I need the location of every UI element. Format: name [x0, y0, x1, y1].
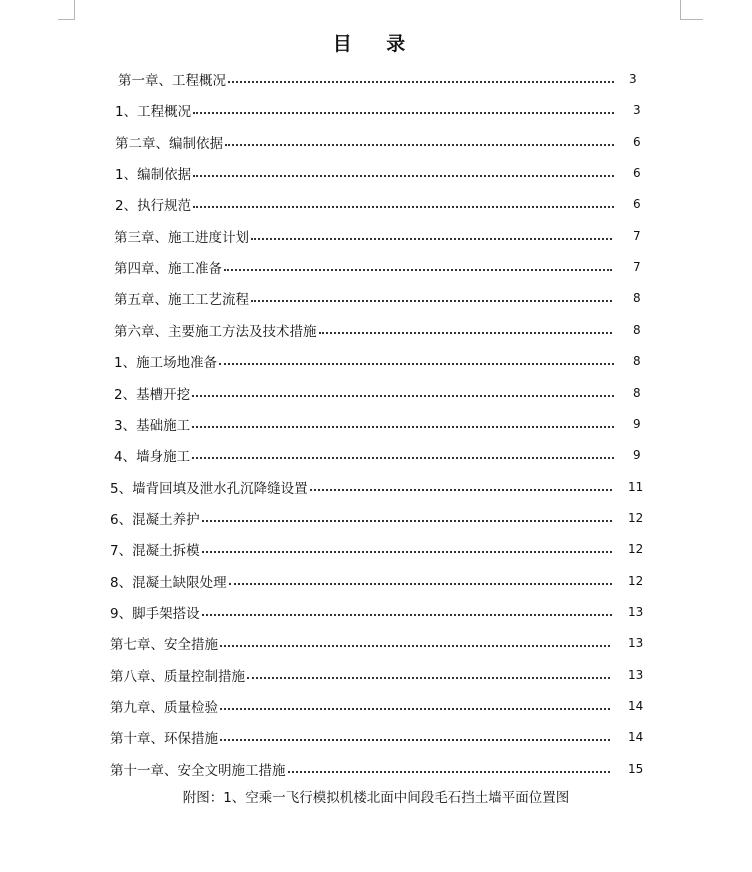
toc-entry[interactable]	[114, 320, 641, 340]
toc-leader-dots	[192, 457, 614, 459]
toc-entry[interactable]	[114, 383, 641, 403]
toc-entry-page: 3	[629, 72, 637, 86]
toc-entry-text: 3、基础施工	[114, 418, 191, 434]
toc-entry-text: 2、执行规范	[115, 198, 192, 214]
toc-entry-text: 第七章、安全措施	[110, 637, 218, 653]
toc-entry[interactable]	[110, 759, 644, 779]
toc-entry[interactable]	[114, 445, 641, 465]
toc-leader-dots	[319, 332, 613, 334]
toc-entry-text: 1、施工场地准备	[114, 355, 218, 371]
toc-entry[interactable]	[110, 696, 644, 716]
toc-entry-page: 13	[628, 668, 644, 682]
toc-entry[interactable]	[110, 602, 644, 622]
toc-entry-page: 12	[628, 511, 644, 525]
toc-entry-page: 8	[633, 354, 641, 368]
toc-leader-dots	[220, 739, 610, 741]
toc-leader-dots	[202, 614, 612, 616]
toc-entry[interactable]	[115, 132, 641, 152]
toc-entry-text: 6、混凝土养护	[110, 512, 200, 528]
toc-entry-page: 12	[628, 574, 644, 588]
toc-entry-page: 8	[633, 386, 641, 400]
toc-entry[interactable]	[114, 288, 641, 308]
toc-entry-text: 第三章、施工进度计划	[114, 230, 249, 246]
toc-entry[interactable]	[114, 351, 641, 371]
toc-leader-dots	[192, 395, 614, 397]
toc-leader-dots	[202, 551, 612, 553]
toc-leader-dots	[202, 520, 612, 522]
toc-entry-text: 8、混凝土缺限处理	[110, 575, 227, 591]
toc-leader-dots	[251, 238, 612, 240]
toc-entry-text: 第九章、质量检验	[110, 700, 218, 716]
toc-entry[interactable]	[114, 414, 641, 434]
toc-leader-dots	[193, 112, 614, 114]
toc-entry[interactable]	[110, 571, 644, 591]
toc-entry[interactable]	[110, 727, 644, 747]
page-corner-mark-right	[680, 0, 703, 20]
toc-leader-dots	[310, 489, 612, 491]
page-corner-mark-left	[58, 0, 75, 20]
toc-entry[interactable]	[115, 194, 641, 214]
toc-entry-page: 11	[628, 480, 644, 494]
toc-leader-dots	[247, 677, 610, 679]
toc-entry[interactable]	[110, 539, 644, 559]
toc-entry-text: 7、混凝土拆模	[110, 543, 200, 559]
toc-leader-dots	[288, 771, 611, 773]
toc-entry[interactable]	[110, 477, 644, 497]
toc-leader-dots	[228, 81, 614, 83]
toc-entry-page: 13	[628, 605, 644, 619]
toc-entry-text: 第五章、施工工艺流程	[114, 292, 249, 308]
toc-entry-text: 1、编制依据	[115, 167, 192, 183]
toc-entry-page: 7	[633, 229, 641, 243]
toc-entry-text: 2、基槽开挖	[114, 387, 191, 403]
toc-entry-text: 第四章、施工准备	[114, 261, 222, 277]
toc-leader-dots	[220, 708, 610, 710]
toc-entry-text: 第十章、环保措施	[110, 731, 218, 747]
toc-entry-page: 8	[633, 291, 641, 305]
toc-entry[interactable]	[115, 163, 641, 183]
toc-entry-page: 14	[628, 699, 644, 713]
toc-entry[interactable]	[115, 100, 641, 120]
toc-entry-page: 6	[633, 135, 641, 149]
toc-leader-dots	[192, 426, 614, 428]
toc-entry-page: 9	[633, 448, 641, 462]
toc-entry-text: 5、墙背回填及泄水孔沉降缝设置	[110, 481, 308, 497]
toc-entry-text: 第二章、编制依据	[115, 136, 223, 152]
toc-entry[interactable]	[114, 257, 641, 277]
toc-entry[interactable]	[118, 69, 637, 89]
toc-entry-text: 第六章、主要施工方法及技术措施	[114, 324, 317, 340]
toc-leader-dots	[224, 269, 612, 271]
toc-entry-page: 8	[633, 323, 641, 337]
toc-leader-dots	[251, 300, 612, 302]
toc-entry-page: 14	[628, 730, 644, 744]
toc-leader-dots	[220, 645, 610, 647]
toc-entry[interactable]	[110, 508, 644, 528]
page-title: 目 录	[332, 33, 420, 55]
toc-entry-page: 7	[633, 260, 641, 274]
toc-leader-dots	[193, 206, 614, 208]
toc-leader-dots	[219, 363, 614, 365]
toc-entry-text: 4、墙身施工	[114, 449, 191, 465]
toc-entry-text: 第一章、工程概况	[118, 73, 226, 89]
toc-entry-page: 6	[633, 166, 641, 180]
toc-entry-page: 9	[633, 417, 641, 431]
toc-leader-dots	[225, 144, 614, 146]
toc-entry[interactable]	[114, 226, 641, 246]
toc-entry-page: 15	[628, 762, 644, 776]
toc-entry-text: 第八章、质量控制措施	[110, 669, 245, 685]
toc-entry-page: 13	[628, 636, 644, 650]
toc-leader-dots	[229, 583, 612, 585]
toc-entry[interactable]	[110, 665, 644, 685]
toc-entry-page: 6	[633, 197, 641, 211]
toc-entry-page: 12	[628, 542, 644, 556]
toc-entry-text: 9、脚手架搭设	[110, 606, 200, 622]
toc-entry-text: 1、工程概况	[115, 104, 192, 120]
toc-entry-text: 第十一章、安全文明施工措施	[110, 763, 286, 779]
toc-leader-dots	[193, 175, 614, 177]
toc-entry-page: 3	[633, 103, 641, 117]
appendix-note: 附图：1、空乘一飞行模拟机楼北面中间段毛石挡土墙平面位置图	[182, 790, 570, 806]
toc-entry[interactable]	[110, 633, 644, 653]
